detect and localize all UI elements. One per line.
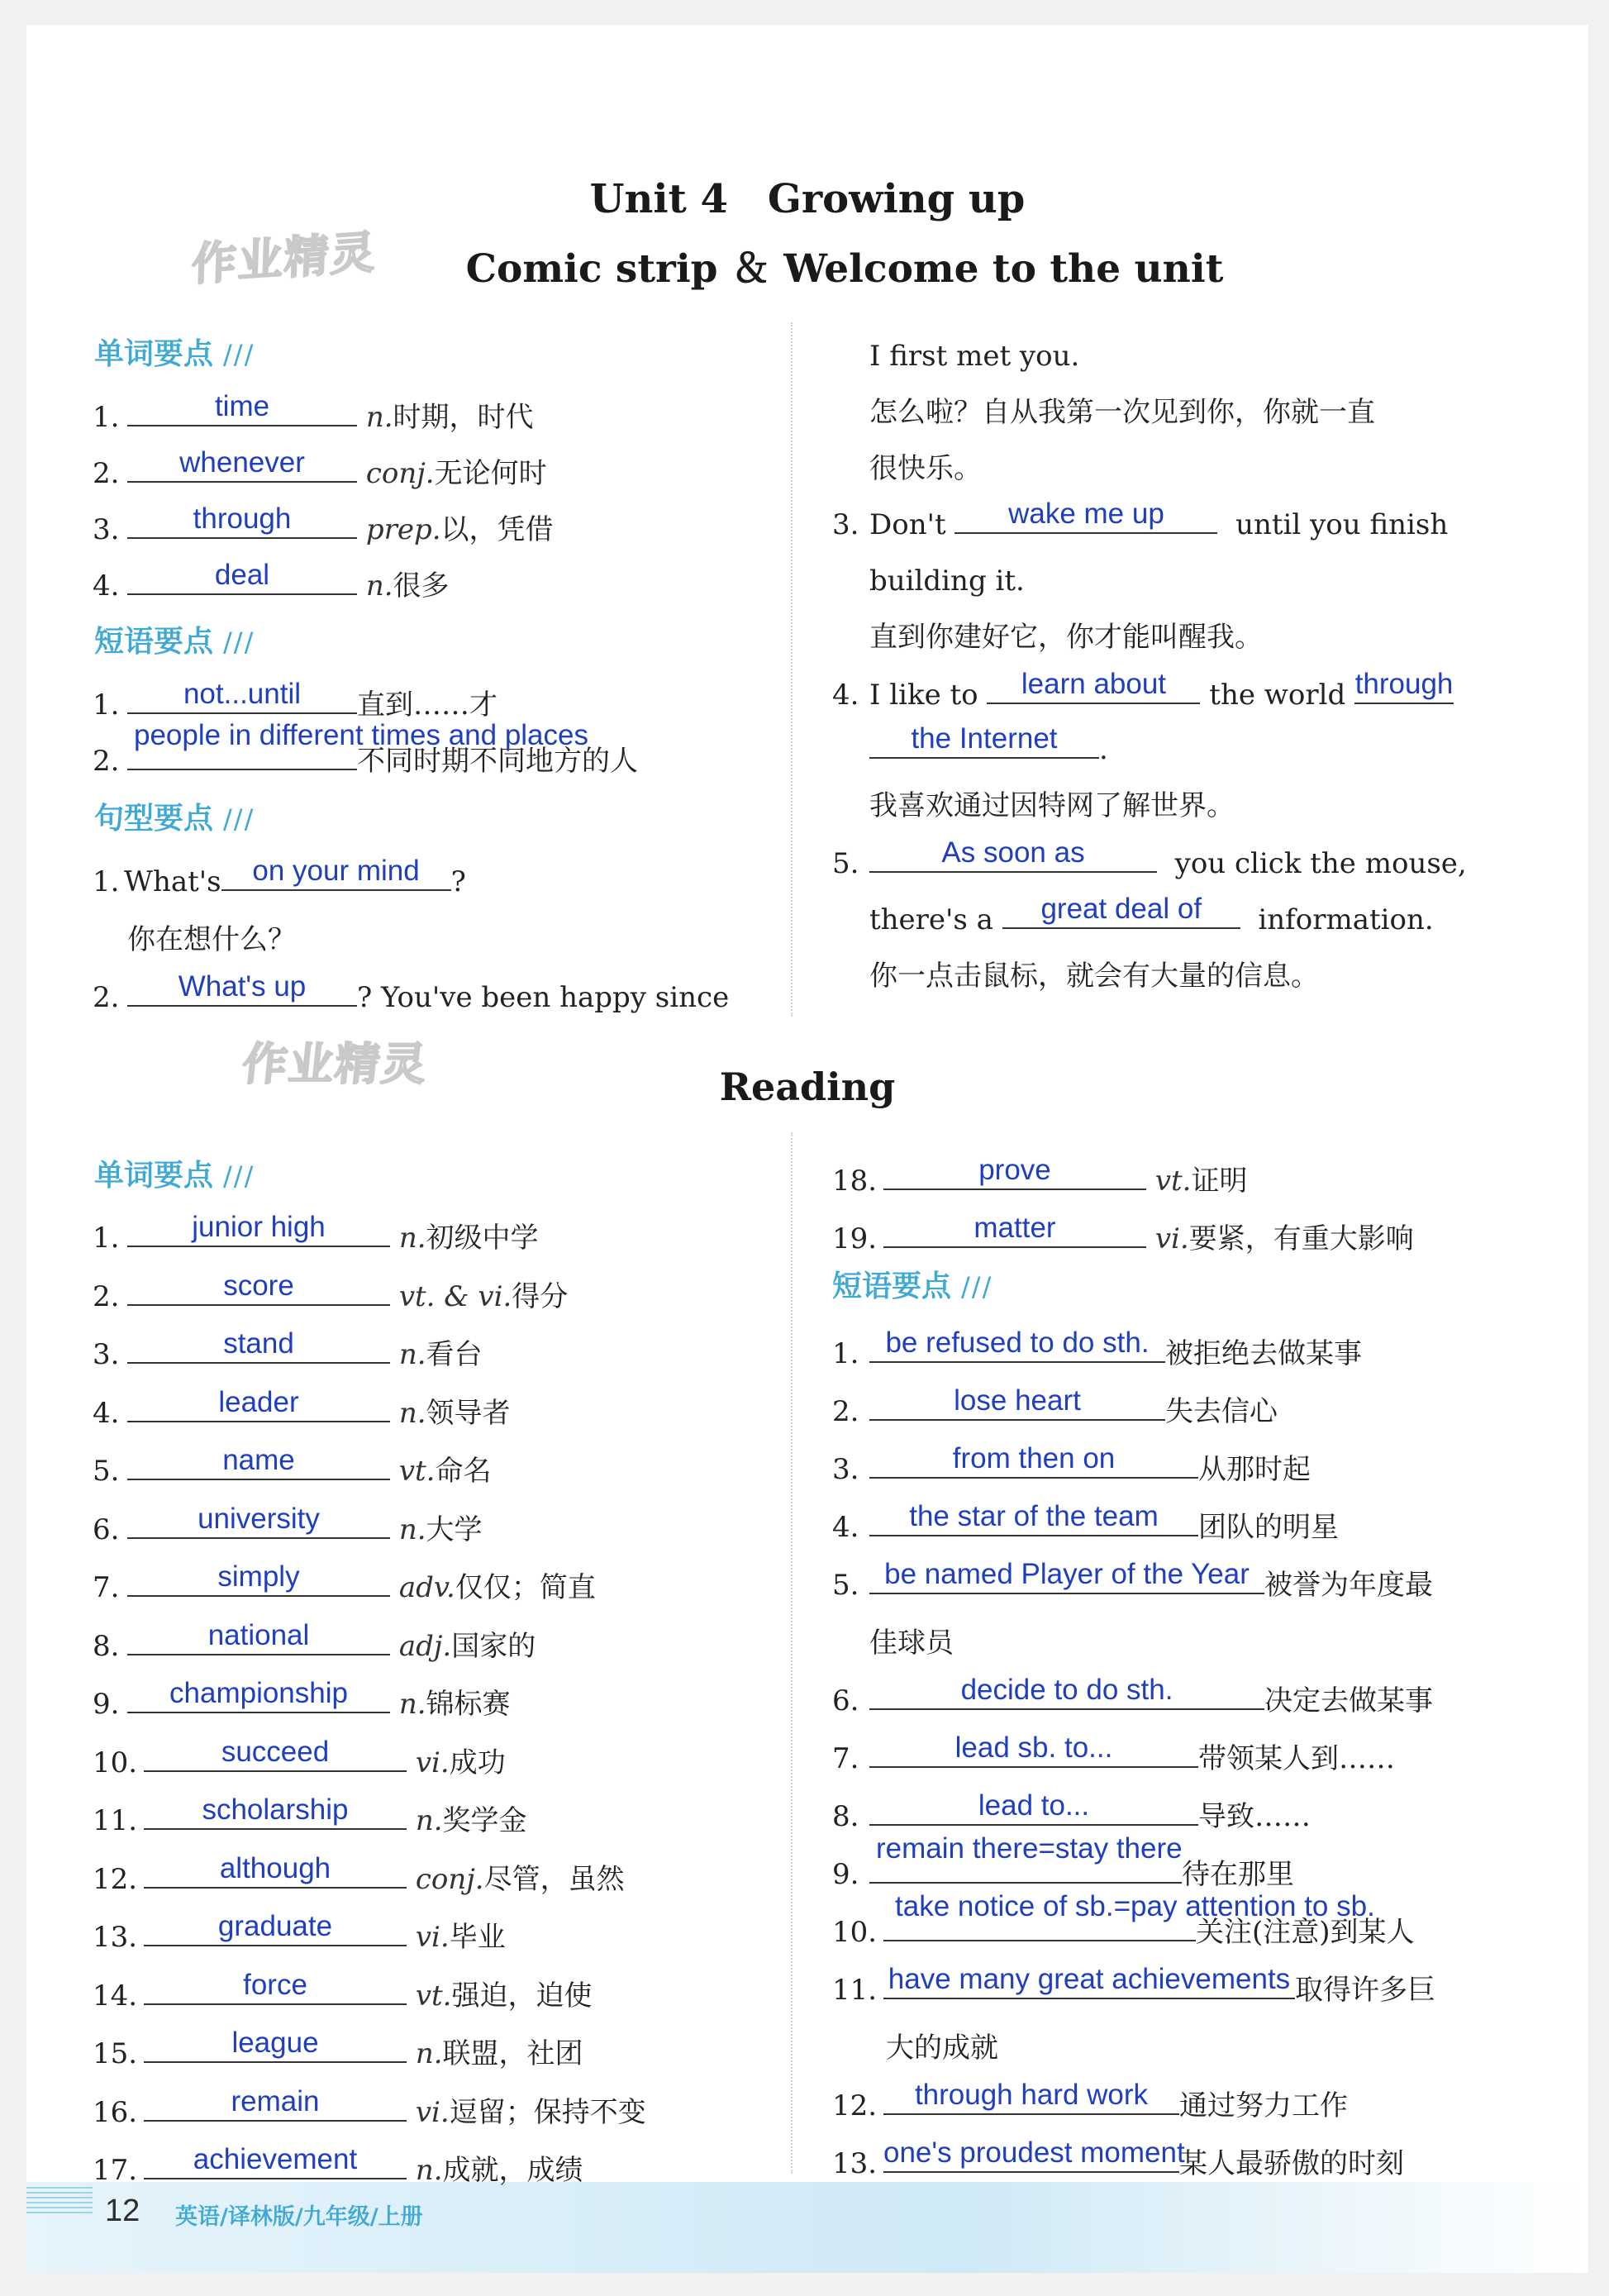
sentence-5-continued: there's a great deal of information.	[869, 893, 1434, 936]
list-item: 1. be refused to do sth. 被拒绝去做某事	[832, 1327, 1362, 1370]
list-item: 9. remain there=stay there 待在那里	[832, 1832, 1294, 1891]
page-number: 12	[105, 2194, 140, 2228]
list-item: 17. achievement n.成就，成绩	[93, 2143, 583, 2187]
list-item: 11. have many great achievements 取得许多巨	[832, 1963, 1435, 2007]
answer-blank[interactable]: matter	[883, 1213, 1146, 1248]
answer-blank[interactable]: lose heart	[869, 1386, 1165, 1421]
answer-blank[interactable]: As soon as	[869, 838, 1157, 873]
list-item: 13. one's proudest moment 某人最骄傲的时刻	[832, 2136, 1404, 2180]
answer-blank[interactable]: name	[127, 1446, 390, 1480]
answer-blank[interactable]: be refused to do sth.	[869, 1328, 1165, 1363]
list-item: 11. scholarship n.奖学金	[93, 1793, 527, 1837]
textbook-page	[26, 25, 1588, 2273]
section-words-reading: 单词要点 ///	[94, 1159, 255, 1193]
reading-title: Reading	[719, 1065, 896, 1109]
sentence-4-translation: 我喜欢通过因特网了解世界。	[869, 789, 1235, 822]
answer-blank[interactable]: on your mind	[221, 856, 451, 891]
answer-blank[interactable]: simply	[127, 1562, 390, 1597]
list-item: 3. from then on 从那时起	[832, 1442, 1311, 1486]
list-item: 2. lose heart 失去信心	[832, 1384, 1278, 1428]
answer-blank[interactable]: not...until	[127, 679, 357, 714]
answer-blank[interactable]: scholarship	[144, 1795, 407, 1830]
list-item: 1. not...until 直到……才	[93, 678, 497, 722]
sentence-5-translation: 你一点击鼠标，就会有大量的信息。	[869, 960, 1319, 993]
list-item: 6. decide to do sth. 决定去做某事	[832, 1674, 1433, 1717]
section-words-comic: 单词要点 ///	[94, 337, 255, 371]
sentence-2: 2. What's up ? You've been happy since	[93, 970, 730, 1014]
answer-blank[interactable]: from then on	[869, 1444, 1198, 1479]
list-item: 10. succeed vi.成功	[93, 1735, 506, 1779]
answer-blank[interactable]: leader	[127, 1388, 390, 1422]
list-item: 4. leader n.领导者	[93, 1385, 511, 1430]
answer-blank[interactable]: the Internet	[869, 724, 1099, 759]
list-item: 18. prove vt.证明	[832, 1154, 1248, 1198]
answer-blank[interactable]: national	[127, 1621, 390, 1655]
sentence-2-continued: I first met you.	[869, 340, 1080, 373]
answer-blank[interactable]: succeed	[144, 1737, 407, 1772]
list-item: 7. lead sb. to... 带领某人到……	[832, 1732, 1395, 1775]
list-item: 10. take notice of sb.=pay attention to sb. 关注(注意)到某人	[832, 1890, 1415, 1949]
list-item: 12. although conj.尽管，虽然	[93, 1851, 625, 1896]
list-item: 8. national adj.国家的	[93, 1618, 536, 1663]
footer-decoration	[26, 2187, 93, 2217]
book-info: 英语/译林版/九年级/上册	[175, 2204, 423, 2230]
lesson-subtitle: Comic strip ＆ Welcome to the unit	[465, 246, 1224, 292]
answer-blank[interactable]: learn about	[987, 669, 1200, 704]
list-item: 2. people in different times and places 不同时期不同地方的人	[93, 719, 638, 778]
list-item: 9. championship n.锦标赛	[93, 1677, 511, 1721]
answer-blank[interactable]: the star of the team	[869, 1502, 1198, 1536]
answer-blank[interactable]: championship	[127, 1679, 390, 1713]
answer-blank[interactable]: through	[127, 504, 357, 539]
list-item: 12. through hard work 通过努力工作	[832, 2079, 1348, 2122]
sentence-3-translation: 直到你建好它，你才能叫醒我。	[869, 621, 1263, 654]
answer-blank[interactable]: remain there=stay there	[869, 1849, 1182, 1884]
sentence-5: 5. As soon as you click the mouse,	[832, 836, 1467, 880]
list-item: 7. simply adv.仅仅；简直	[93, 1560, 596, 1604]
list-item: 5. name vt.命名	[93, 1444, 492, 1488]
sentence-4-continued: the Internet .	[869, 721, 1108, 779]
answer-blank[interactable]: be named Player of the Year	[869, 1560, 1264, 1594]
answer-blank[interactable]: prove	[883, 1155, 1146, 1190]
answer-blank[interactable]: lead sb. to...	[869, 1733, 1198, 1768]
list-item: 2. score vt. & vi.得分	[93, 1269, 569, 1313]
phrase-meaning-continued: 佳球员	[869, 1627, 954, 1660]
answer-blank[interactable]: one's proudest moment	[883, 2138, 1179, 2173]
list-item: 3. through prep.以，凭借	[93, 503, 554, 546]
section-phrases-reading: 短语要点 ///	[832, 1269, 993, 1303]
section-phrases-comic: 短语要点 ///	[94, 625, 255, 659]
sentence-2-translation: 怎么啦？自从我第一次见到你，你就一直	[869, 396, 1375, 429]
watermark: 作业精灵	[191, 226, 378, 291]
sentence-2-translation-cont: 很快乐。	[869, 452, 982, 485]
answer-blank[interactable]: university	[127, 1504, 390, 1539]
answer-blank[interactable]: deal	[127, 560, 357, 595]
list-item: 16. remain vi.逗留；保持不变	[93, 2084, 646, 2129]
watermark: 作业精灵	[240, 1038, 431, 1090]
answer-blank[interactable]: lead to...	[869, 1791, 1198, 1826]
unit-title: Unit 4 Growing up	[589, 176, 1026, 222]
list-item: 1. time n.时期，时代	[93, 390, 534, 434]
list-item: 4. deal n.很多	[93, 559, 450, 603]
answer-blank[interactable]: through	[1354, 669, 1454, 704]
section-sentences-comic: 句型要点 ///	[94, 802, 255, 836]
answer-blank[interactable]: time	[127, 392, 357, 426]
answer-blank[interactable]: junior high	[127, 1212, 390, 1247]
list-item: 15. league n.联盟，社团	[93, 2027, 583, 2070]
list-item: 6. university n.大学	[93, 1502, 483, 1546]
sentence-1-translation: 你在想什么？	[127, 923, 296, 956]
answer-blank[interactable]: force	[144, 1970, 407, 2005]
list-item: 14. force vt.强迫，迫使	[93, 1968, 593, 2013]
sentence-4: 4. I like to learn about the world through	[832, 668, 1454, 712]
list-item: 3. stand n.看台	[93, 1327, 483, 1371]
answer-blank[interactable]: graduate	[144, 1912, 407, 1946]
sentence-3: 3. Don't wake me up until you finish	[832, 498, 1449, 541]
answer-blank[interactable]: whenever	[127, 448, 357, 483]
list-item: 8. lead to... 导致……	[832, 1789, 1311, 1833]
column-divider	[791, 322, 793, 1017]
answer-blank[interactable]: wake me up	[954, 499, 1217, 534]
answer-blank[interactable]: What's up	[127, 972, 357, 1007]
answer-blank[interactable]: through hard work	[883, 2080, 1179, 2115]
answer-blank[interactable]: decide to do sth.	[869, 1675, 1264, 1710]
answer-blank[interactable]: league	[144, 2028, 407, 2063]
list-item: 5. be named Player of the Year 被誉为年度最	[832, 1558, 1433, 1602]
answer-blank[interactable]: people in different times and places	[127, 736, 357, 770]
answer-blank[interactable]: although	[144, 1854, 407, 1889]
list-item: 19. matter vi.要紧，有重大影响	[832, 1212, 1414, 1255]
answer-blank[interactable]: great deal of	[1002, 894, 1240, 929]
column-divider	[791, 1132, 793, 2174]
list-item: 13. graduate vi.毕业	[93, 1910, 506, 1954]
phrase-meaning-continued: 大的成就	[886, 2032, 998, 2065]
answer-blank[interactable]: score	[127, 1271, 390, 1306]
sentence-1: 1. What's on your mind ?	[93, 855, 466, 898]
answer-blank[interactable]: achievement	[144, 2145, 407, 2179]
sentence-3-continued: building it.	[869, 564, 1025, 598]
answer-blank[interactable]: take notice of sb.=pay attention to sb.	[883, 1907, 1196, 1941]
list-item: 1. junior high n.初级中学	[93, 1211, 539, 1255]
answer-blank[interactable]: remain	[144, 2087, 407, 2122]
list-item: 2. whenever conj.无论何时	[93, 446, 547, 490]
list-item: 4. the star of the team 团队的明星	[832, 1500, 1339, 1544]
answer-blank[interactable]: stand	[127, 1329, 390, 1364]
answer-blank[interactable]: have many great achievements	[883, 1965, 1295, 1999]
